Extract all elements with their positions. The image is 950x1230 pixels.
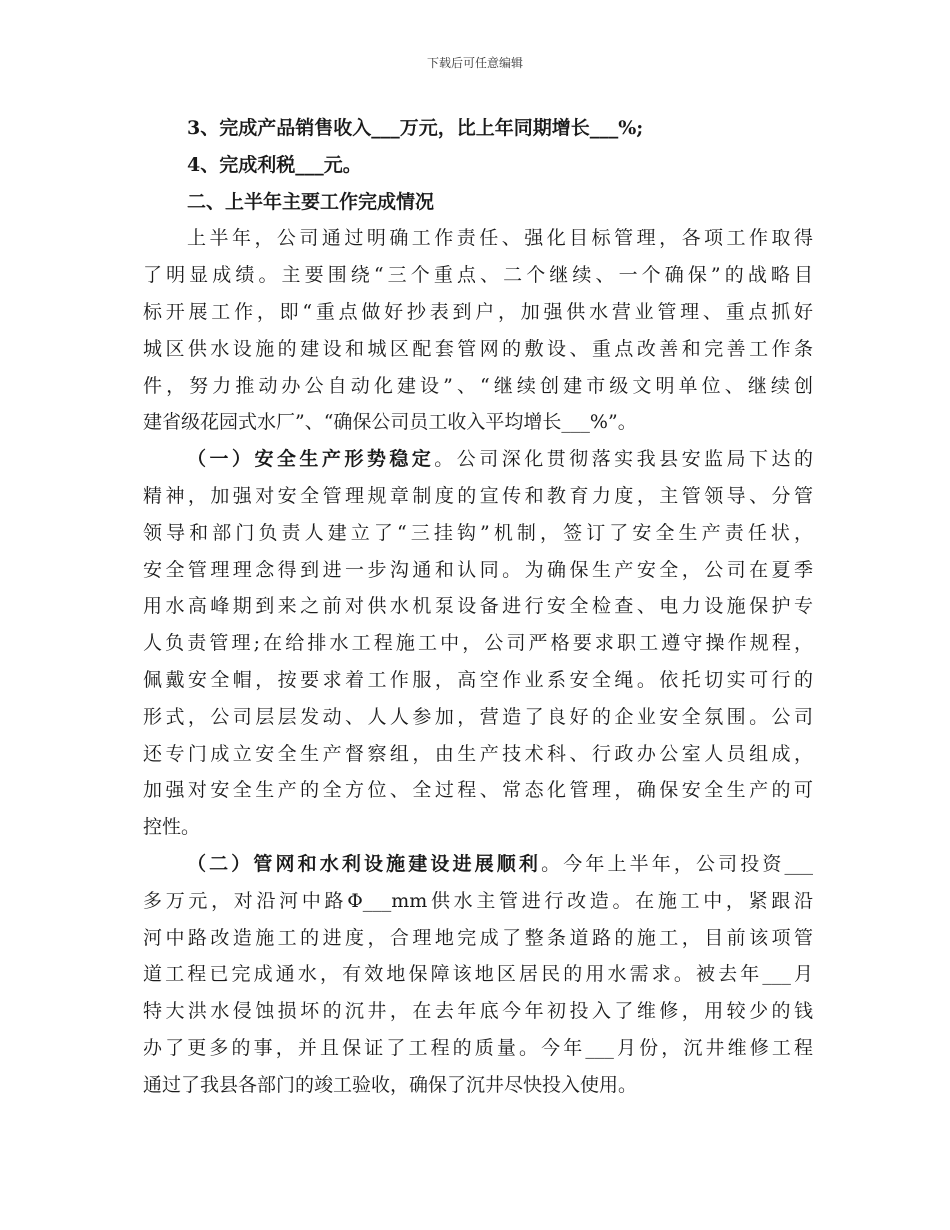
text-run: 通过了我县各部门的竣工验收，确保了沉井尽快投入使用。 — [143, 1073, 638, 1096]
text-line — [143, 883, 813, 920]
text-line — [143, 809, 813, 846]
text-run: 用水高峰期到来之前对供水机泵设备进行安全检查、电力设施保护专 — [143, 595, 813, 618]
text-run: 上半年，公司通过明确工作责任、强化目标管理，各项工作取得 — [187, 227, 813, 250]
text-line — [143, 662, 813, 699]
text-run: 。公司深化贯彻落实我县安监局下达的 — [434, 448, 813, 471]
text-run: 控性。 — [143, 816, 201, 839]
bold-heading-run: （一）安全生产形势稳定 — [187, 448, 435, 471]
text-line — [143, 625, 813, 662]
text-run: 佩戴安全帽，按要求着工作服，高空作业系安全绳。依托切实可行的 — [143, 668, 813, 691]
text-run: 办了更多的事，并且保证了工程的质量。今年___月份，沉井维修工程 — [143, 1036, 813, 1059]
text-line — [143, 699, 813, 736]
text-line — [143, 404, 813, 441]
text-line — [143, 846, 813, 883]
text-line — [143, 956, 813, 993]
text-line — [143, 1030, 813, 1067]
text-line — [143, 294, 813, 331]
text-line — [143, 184, 813, 221]
text-run: 多万元，对沿河中路Φ___mm供水主管进行改造。在施工中，紧跟沿 — [143, 889, 813, 912]
text-line — [143, 368, 813, 405]
text-run: 形式，公司层层发动、人人参加，营造了良好的企业安全氛围。公司 — [143, 705, 813, 728]
text-run: 领导和部门负责人建立了“三挂钩”机制，签订了安全生产责任状， — [143, 521, 813, 544]
text-line — [143, 478, 813, 515]
bold-heading-run: 二、上半年主要工作完成情况 — [187, 190, 435, 213]
text-run: 特大洪水侵蚀损坏的沉井，在去年底今年初投入了维修，用较少的钱 — [143, 1000, 813, 1023]
text-run: 件，努力推动办公自动化建设”、“继续创建市级文明单位、继续创 — [143, 374, 813, 397]
text-line — [143, 147, 813, 184]
text-line — [143, 331, 813, 368]
text-line — [143, 1067, 813, 1104]
text-line — [143, 441, 813, 478]
text-run: 精神，加强对安全管理规章制度的宣传和教育力度，主管领导、分管 — [143, 484, 813, 507]
text-run: 人负责管理;在给排水工程施工中，公司严格要求职工遵守操作规程， — [143, 632, 813, 655]
text-line — [143, 772, 813, 809]
text-run: 。今年上半年，公司投资___ — [541, 852, 813, 875]
document-body — [143, 110, 813, 1104]
bold-heading-run: 3、完成产品销售收入___万元，比上年同期增长___%; — [187, 117, 644, 139]
text-run: 加强对安全生产的全方位、全过程、常态化管理，确保安全生产的可 — [143, 779, 813, 802]
text-line — [143, 515, 813, 552]
text-run: 道工程已完成通水，有效地保障该地区居民的用水需求。被去年___月 — [143, 963, 813, 986]
text-run: 城区供水设施的建设和城区配套管网的敷设、重点改善和完善工作条 — [143, 337, 813, 360]
text-run: 还专门成立安全生产督察组，由生产技术科、行政办公室人员组成， — [143, 742, 813, 765]
text-run: 河中路改造施工的进度，合理地完成了整条道路的施工，目前该项管 — [143, 926, 813, 949]
text-line — [143, 220, 813, 257]
text-line — [143, 257, 813, 294]
text-run: 建省级花园式水厂”、“确保公司员工收入平均增长___%”。 — [143, 411, 637, 434]
text-run: 标开展工作，即“重点做好抄表到户，加强供水营业管理、重点抓好 — [143, 300, 813, 323]
text-line — [143, 736, 813, 773]
text-run: 了明显成绩。主要围绕“三个重点、二个继续、一个确保”的战略目 — [143, 264, 813, 287]
text-line — [143, 552, 813, 589]
bold-heading-run: （二）管网和水利设施建设进展顺利 — [187, 852, 542, 875]
bold-heading-run: 4、完成利税___元。 — [187, 153, 362, 176]
text-line — [143, 920, 813, 957]
text-line — [143, 588, 813, 625]
text-line — [143, 110, 813, 147]
header-note: 下载后可任意编辑 — [426, 56, 523, 70]
text-run: 安全管理理念得到进一步沟通和认同。为确保生产安全，公司在夏季 — [143, 558, 813, 581]
text-line — [143, 993, 813, 1030]
